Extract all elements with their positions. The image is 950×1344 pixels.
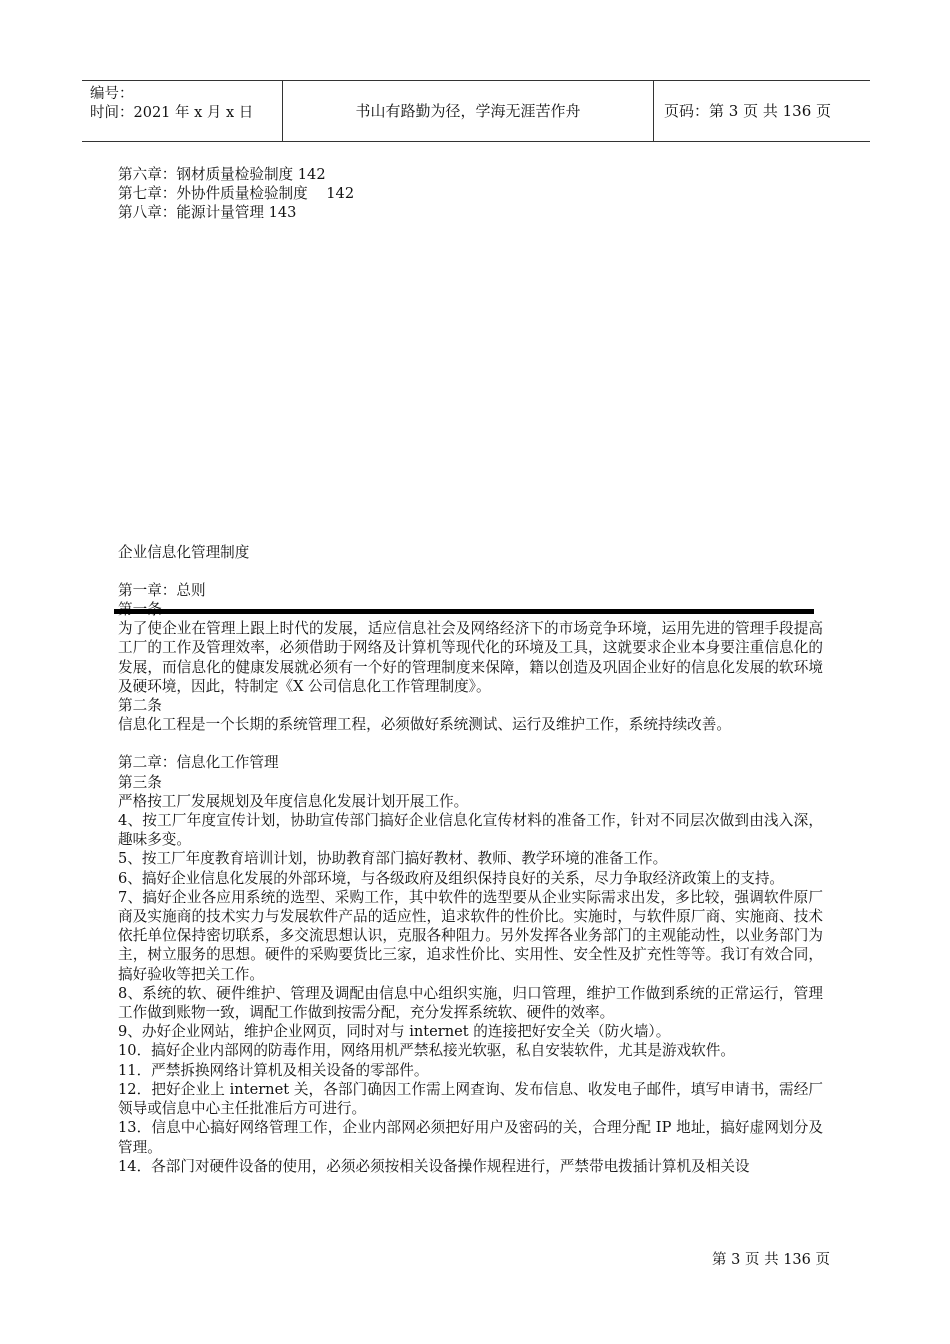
list-item: 14．各部门对硬件设备的使用，必须必须按相关设备操作规程进行，严禁带电拨插计算机及相关设 bbox=[118, 1157, 750, 1175]
list-item: 12．把好企业上 internet 关，各部门确因工作需上网查询、发布信息、收发电子邮件，填写申请书，需经厂领导或信息中心主任批准后方可进行。 bbox=[118, 1080, 823, 1118]
list-item: 8、系统的软、硬件维护、管理及调配由信息中心组织实施，归口管理，维护工作做到系统的正常运行，管理工作做到账物一致，调配工作做到按需分配，充分发挥系统软、硬件的效率。 bbox=[118, 984, 823, 1022]
header-page-label: 页码：第 3 页 共 136 页 bbox=[664, 101, 832, 120]
list-item: 5、按工厂年度教育培训计划，协助教育部门搞好教材、教师、教学环境的准备工作。 bbox=[118, 850, 668, 868]
list-item: 11．严禁拆换网络计算机及相关设备的零部件。 bbox=[118, 1061, 429, 1079]
list-item: 9、办好企业网站，维护企业网页，同时对与 internet 的连接把好安全关（防火墙）。 bbox=[118, 1023, 671, 1041]
page-footer: 第 3 页 共 136 页 bbox=[712, 1252, 830, 1268]
article-label: 第二条 bbox=[118, 697, 162, 715]
toc-entry: 第八章：能源计量管理 143 bbox=[118, 204, 297, 222]
toc-entry: 第七章：外协件质量检验制度 142 bbox=[118, 185, 355, 203]
header-meta bbox=[82, 81, 282, 141]
list-item: 13．信息中心搞好网络管理工作，企业内部网必须把好用户及密码的关，合理分配 IP 地址，搞好虚网划分及管理。 bbox=[118, 1119, 823, 1156]
list-item: 10．搞好企业内部网的防毒作用，网络用机严禁私接光软驱，私自安装软件，尤其是游戏软件。 bbox=[118, 1042, 735, 1060]
document-body bbox=[118, 165, 823, 1176]
chapter-title: 第一章：总则 bbox=[118, 581, 206, 599]
doc-time-label: 时间：2021 年 x 月 x 日 bbox=[90, 105, 254, 121]
doc-number-label: 编号： bbox=[90, 86, 134, 102]
list-item: 6、搞好企业信息化发展的外部环境，与各级政府及组织保持良好的关系，尽力争取经济政策上的支持。 bbox=[118, 869, 785, 887]
article-text: 信息化工程是一个长期的系统管理工程，必须做好系统测试、运行及维护工作，系统持续改善。 bbox=[118, 716, 731, 734]
article-label: 第三条 bbox=[118, 773, 162, 791]
horizontal-rule bbox=[114, 609, 814, 614]
chapter-title: 第二章：信息化工作管理 bbox=[118, 754, 279, 772]
list-item: 严格按工厂发展规划及年度信息化发展计划开展工作。 bbox=[118, 792, 469, 810]
article-text: 为了使企业在管理上跟上时代的发展，适应信息社会及网络经济下的市场竞争环境，运用先进的管理手段提高工厂的工作及管理效率，必须借助于网络及计算机等现代化的环境及工具，这就要求企业本身要注重信息化的发展，而信息化的健康发展就必须有一个好的管理制度来保障，籍以创造及巩固企业好的信息化发展的软环境及硬环境，因此，特制定《X 公司信息化工作管理制度》。 bbox=[118, 620, 823, 695]
toc-entry: 第六章：钢材质量检验制度 142 bbox=[118, 166, 326, 183]
list-item: 7、搞好企业各应用系统的选型、采购工作，其中软件的选型要从企业实际需求出发，多比较，强调软件原厂商及实施商的技术实力与发展软件产品的适应性，追求软件的性价比。实施时，与软件原厂商、实施商、技术依托单位保持密切联系，多交流思想认识，克服各种阻力。另外发挥各业务部门的主观能动性，以业务部门为主，树立服务的思想。硬件的采购要货比三家，追求性价比、实用性、安全性及扩充性等等。我订有效合同，搞好验收等把关工作。 bbox=[118, 888, 823, 983]
page-header bbox=[82, 80, 870, 142]
list-item: 4、按工厂年度宣传计划，协助宣传部门搞好企业信息化宣传材料的准备工作，针对不同层次做到由浅入深，趣味多变。 bbox=[118, 812, 823, 849]
header-motto: 书山有路勤为径，学海无涯苦作舟 bbox=[282, 81, 654, 141]
document-title: 企业信息化管理制度 bbox=[118, 543, 250, 561]
